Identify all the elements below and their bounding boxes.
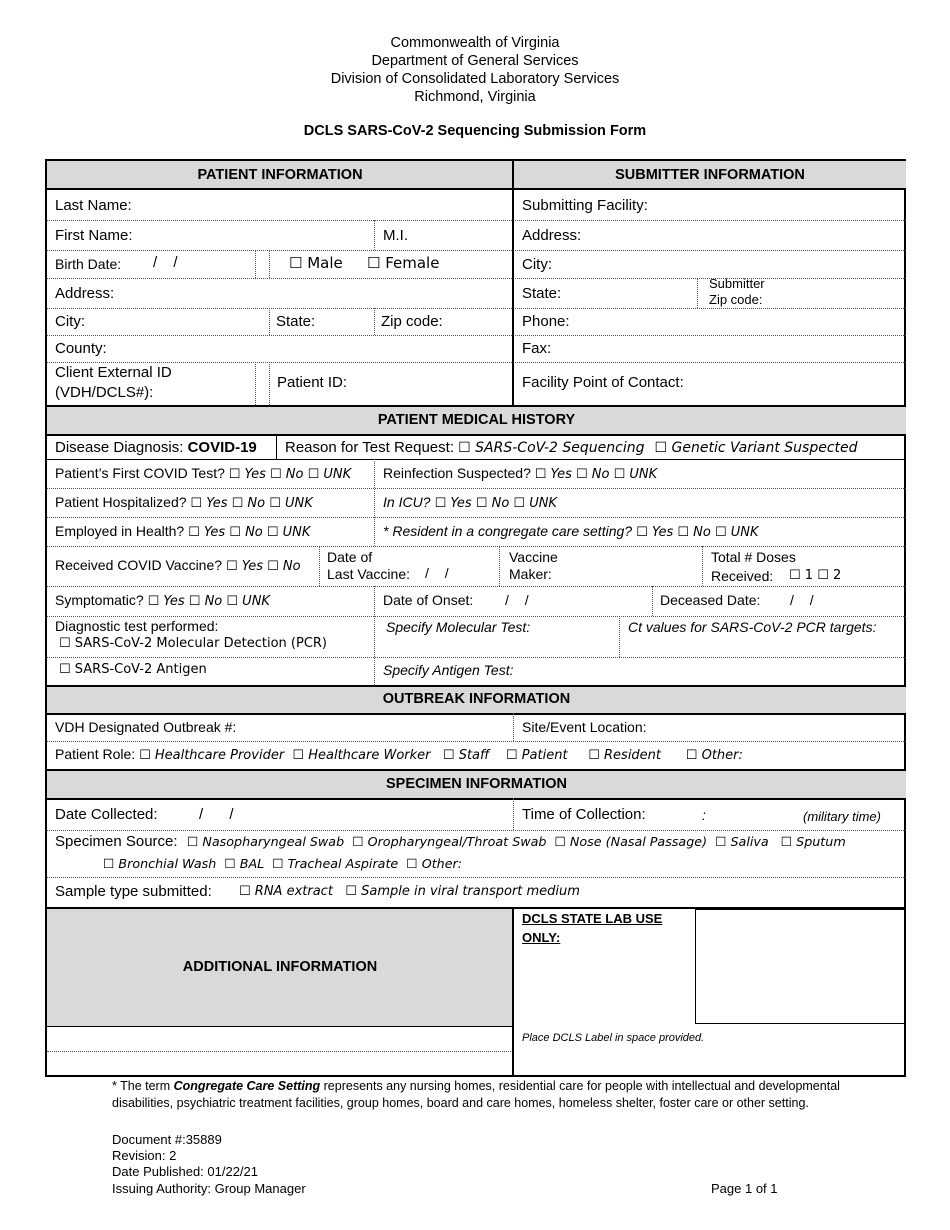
divider [47,830,906,831]
divider [652,586,653,616]
footnote-text: represents any nursing homes, residential care for people with intellectual and developmental [320,1079,840,1093]
divider [47,335,906,336]
divider [319,546,320,586]
divider [513,713,514,741]
first-covid-test [55,465,351,482]
reinfection-options[interactable]: ☐ Yes ☐ No ☐ UNK [534,467,658,482]
disease-diagnosis-value: COVID-19 [187,439,257,456]
symptomatic-label: Symptomatic? [55,592,148,608]
facility-contact-label: Facility Point of Contact: [522,374,684,391]
reinfection [383,465,657,482]
patient-role [55,746,743,763]
diagnostic-test-label: Diagnostic test performed: [55,618,219,634]
patient-zip-label: Zip code: [381,313,443,330]
divider [47,459,906,460]
military-time-note: (military time) [803,809,881,824]
symptomatic-options[interactable]: ☐ Yes ☐ No ☐ UNK [147,594,270,609]
footnote-term: Congregate Care Setting [173,1079,321,1093]
specimen-source-options-2[interactable]: ☐ Bronchial Wash ☐ BAL ☐ Tracheal Aspirate ☐ Other: [103,856,463,871]
congregate-care [383,523,759,540]
deceased-date-label: Deceased Date: [660,592,761,608]
phone-label: Phone: [522,313,570,330]
divider [276,434,277,459]
divider [47,546,906,547]
submitter-state-label: State: [522,285,562,302]
divider [702,546,703,586]
disease-diagnosis-label: Disease Diagnosis: [55,439,188,456]
patient-role-label: Patient Role: [55,746,140,762]
sample-type-label: Sample type submitted: [55,883,212,900]
medical-history-heading: PATIENT MEDICAL HISTORY [47,407,906,434]
document-published-date: Date Published: 01/22/21 [112,1164,258,1179]
footnote-line-2: disabilities, psychiatric treatment facilities, group homes, board and care homes, homeless shelter, foster care or other setting. [112,1096,809,1110]
divider [47,362,906,363]
congregate-care-label: * Resident in a congregate care setting? [383,523,633,539]
divider [513,798,514,830]
employed-health-options[interactable]: ☐ Yes ☐ No ☐ UNK [188,525,311,540]
first-covid-test-label: Patient’s First COVID Test? [55,465,229,481]
vaccine-maker-label-2: Maker: [509,566,552,582]
specimen-heading: SPECIMEN INFORMATION [47,770,906,798]
submitter-zip-label: Submitter [709,276,765,291]
additional-info-heading: ADDITIONAL INFORMATION [47,909,513,1026]
symptomatic [55,592,270,609]
divider [499,546,500,586]
submission-form [45,159,906,1077]
patient-id-label: Patient ID: [277,374,348,391]
submitter-address-label: Address: [522,227,582,244]
divider [47,488,906,489]
divider [619,616,620,657]
footnote-prefix: * The term [112,1079,174,1093]
client-id-label-2: (VDH/DCLS#): [55,384,154,401]
divider [374,586,375,685]
hospitalized-options[interactable]: ☐ Yes ☐ No ☐ UNK [190,496,313,511]
divider [697,278,698,308]
divider [47,713,906,715]
document-revision: Revision: 2 [112,1148,177,1163]
dcls-label-note: Place DCLS Label in space provided. [522,1032,705,1044]
icu-options[interactable]: ☐ Yes ☐ No ☐ UNK [430,496,557,511]
divider [47,877,906,878]
male-checkbox[interactable]: ☐ Male [289,254,343,272]
site-location-label: Site/Event Location: [522,719,647,735]
submitter-info-heading: SUBMITTER INFORMATION [514,161,906,189]
divider [269,362,270,405]
covid-vaccine-options[interactable]: ☐ Yes ☐ No [225,559,301,574]
divider [47,586,906,587]
divider [47,434,906,436]
antigen-checkbox[interactable]: ☐ SARS-CoV-2 Antigen [59,662,207,677]
molecular-test-label: Specify Molecular Test: [386,619,531,635]
divider [374,459,375,546]
deceased-date-value: / / [790,592,814,608]
first-name-label: First Name: [55,227,133,244]
divider [47,278,906,279]
fax-label: Fax: [522,340,552,357]
total-doses-label-2: Received: [711,568,774,584]
header-line-4: Richmond, Virginia [414,89,536,105]
divider [47,657,906,658]
divider [47,308,906,309]
employed-health [55,523,310,540]
middle-initial-label: M.I. [383,227,408,244]
last-vaccine-label: Date of [327,549,373,565]
divider [47,685,906,687]
covid-vaccine-label: Received COVID Vaccine? [55,557,226,573]
collection-time-colon: : [702,807,706,823]
patient-role-options[interactable]: ☐ Healthcare Provider ☐ Healthcare Worker ☐ Staff ☐ Patient ☐ Resident ☐ Other: [139,748,743,763]
divider [512,907,514,1077]
divider [47,1026,513,1027]
test-reason [285,439,858,457]
outbreak-heading: OUTBREAK INFORMATION [47,686,906,713]
total-doses-options[interactable]: ☐ 1 ☐ 2 [789,568,842,583]
county-label: County: [55,340,107,357]
submitter-city-label: City: [522,256,552,273]
hospitalized [55,494,313,511]
onset-date-value: / / [505,592,529,608]
footnote [112,1078,840,1094]
divider [47,188,906,190]
lab-use-label: DCLS STATE LAB USE [522,911,663,926]
sample-type-options[interactable]: ☐ RNA extract ☐ Sample in viral transport medium [239,884,580,899]
disease-diagnosis [55,439,257,456]
last-vaccine-label-2: Last Vaccine: [327,566,411,582]
divider [512,161,514,407]
reason-variant-checkbox[interactable]: ☐ Genetic Variant Suspected [654,440,858,456]
hospitalized-label: Patient Hospitalized? [55,494,191,510]
vaccine-maker-label: Vaccine [509,549,558,565]
divider [255,362,256,405]
divider [374,220,375,250]
document-number: Document #:35889 [112,1132,222,1147]
first-covid-test-options[interactable]: ☐ Yes ☐ No ☐ UNK [228,467,352,482]
divider [269,308,270,335]
header-line-3: Division of Consolidated Laboratory Services [330,71,620,87]
icu-label: In ICU? [383,494,431,510]
patient-city-label: City: [55,313,85,330]
antigen-test-label: Specify Antigen Test: [383,662,514,678]
ct-values-label: Ct values for SARS-CoV-2 PCR targets: [628,619,877,635]
divider [269,250,270,278]
page-number: Page 1 of 1 [711,1181,778,1196]
divider [47,405,906,407]
divider [47,517,906,518]
total-doses-label: Total # Doses [711,549,796,565]
divider [47,250,906,251]
submitting-facility-label: Submitting Facility: [522,197,648,214]
onset-date-label: Date of Onset: [383,592,474,608]
divider [374,308,375,335]
date-collected-slashes: / / [199,806,234,823]
patient-info-heading: PATIENT INFORMATION [47,161,513,189]
covid-vaccine [55,557,301,574]
divider [47,616,906,617]
reinfection-label: Reinfection Suspected? [383,465,535,481]
submitter-zip-label-2: Zip code: [709,292,763,307]
specimen-source-options[interactable]: ☐ Nasopharyngeal Swab ☐ Oropharyngeal/Throat Swab ☐ Nose (Nasal Passage) ☐ Saliva ☐ Sputum [187,834,846,849]
divider [47,798,906,800]
employed-health-label: Employed in Health? [55,523,189,539]
birth-date-label: Birth Date: [55,256,122,272]
client-id-label: Client External ID [55,364,172,381]
collection-time-label: Time of Collection: [522,806,646,823]
divider [47,769,906,771]
pcr-checkbox[interactable]: ☐ SARS-CoV-2 Molecular Detection (PCR) [59,636,328,651]
patient-address-label: Address: [55,285,115,302]
dcls-label-box [695,909,905,1024]
divider [47,220,906,221]
header-line-2: Department of General Services [371,53,579,69]
date-collected-label: Date Collected: [55,806,158,823]
header-line-1: Commonwealth of Virginia [390,35,560,51]
birth-date-slashes: / / [153,254,178,271]
form-title: DCLS SARS-CoV-2 Sequencing Submission Form [303,123,647,139]
divider [47,741,906,742]
patient-state-label: State: [276,313,316,330]
icu [383,494,557,511]
specimen-source-label: Specimen Source: [55,833,178,850]
test-reason-label: Reason for Test Request: [285,439,459,456]
issuing-authority: Issuing Authority: Group Manager [112,1181,306,1196]
divider [255,250,256,278]
congregate-care-options[interactable]: ☐ Yes ☐ No ☐ UNK [632,525,759,540]
last-vaccine-date: / / [425,565,449,581]
last-name-label: Last Name: [55,197,132,214]
reason-sequencing-checkbox[interactable]: ☐ SARS-CoV-2 Sequencing [458,440,645,456]
divider [47,1051,513,1052]
lab-use-label-2: ONLY: [522,930,561,945]
female-checkbox[interactable]: ☐ Female [367,254,440,272]
outbreak-number-label: VDH Designated Outbreak #: [55,719,237,735]
